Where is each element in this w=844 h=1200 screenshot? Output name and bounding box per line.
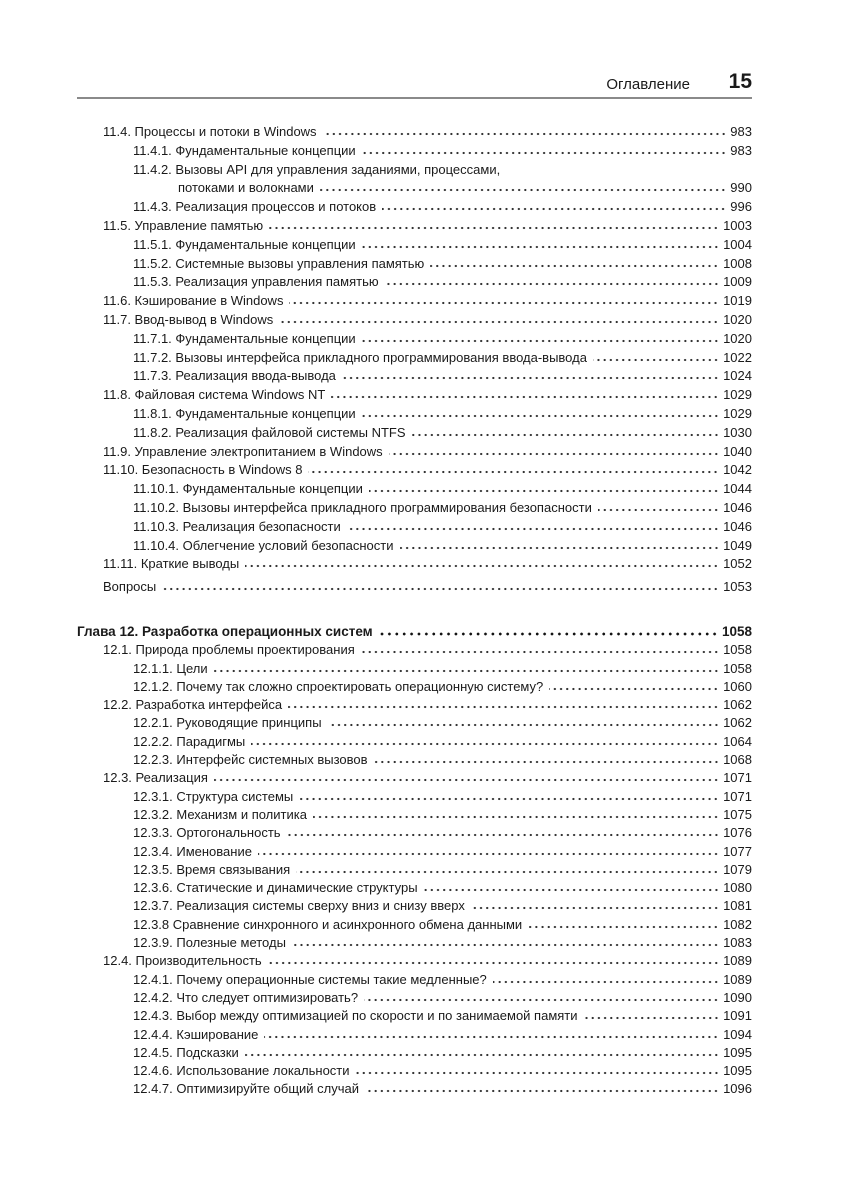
toc-entry-title: 12.4.4. Кэширование [133, 1026, 259, 1042]
toc-entry-page: 1080 [723, 880, 752, 896]
toc-entry-title: 11.10.1. Фундаментальные концепции [133, 481, 363, 497]
toc-entry-title: 11.7. Ввод-вывод в Windows [103, 311, 274, 327]
toc-entry-title: 11.10. Безопасность в Windows 8 [103, 462, 303, 478]
toc-entry-title: 12.3.4. Именование [133, 843, 252, 859]
toc-entry-title: Вопросы [103, 579, 157, 595]
toc-entry-title: 11.7.2. Вызовы интерфейса прикладного программирования ввода-вывода [133, 349, 587, 365]
toc-entry [77, 788, 752, 806]
dot-leader [362, 333, 719, 343]
toc-entry [77, 952, 752, 970]
toc-entry [77, 696, 752, 714]
dot-leader [362, 408, 719, 418]
dot-leader [400, 540, 720, 550]
toc-entry-title: 11.10.4. Облегчение условий безопасности [133, 537, 394, 553]
toc-entry [77, 499, 752, 518]
dot-leader [296, 864, 719, 874]
toc-entry [77, 824, 752, 842]
toc-entry-title: 12.3.5. Время связывания [133, 861, 291, 877]
toc-entry [77, 198, 752, 217]
dot-leader [584, 1010, 720, 1020]
toc-entry-page: 1029 [723, 387, 752, 403]
toc-entry-page: 1020 [723, 311, 752, 327]
toc-entry [77, 1080, 752, 1098]
toc-entry-title: 11.4.1. Фундаментальные концепции [133, 142, 356, 158]
dot-leader [320, 182, 726, 192]
toc-entry-title: 11.7.1. Фундаментальные концепции [133, 330, 356, 346]
toc-entry [77, 733, 752, 751]
toc-entry-title: 12.3.6. Статические и динамические структуры [133, 880, 418, 896]
dot-leader [162, 581, 719, 591]
toc-entry-page: 1068 [723, 752, 752, 768]
toc-entry [77, 367, 752, 386]
toc-entry [77, 678, 752, 696]
toc-entry [77, 714, 752, 732]
toc-entry [77, 311, 752, 330]
toc-entry-title: 12.2. Разработка интерфейса [103, 697, 283, 713]
dot-leader [264, 1029, 719, 1039]
toc-entry-page: 996 [730, 199, 752, 215]
toc-entry [77, 1062, 752, 1080]
toc-entry-title: 12.4.5. Подсказки [133, 1044, 239, 1060]
toc-entry-page: 1077 [723, 843, 752, 859]
toc-entry-page: 1029 [723, 405, 752, 421]
dot-leader [593, 352, 719, 362]
toc-entry-page: 1046 [723, 518, 752, 534]
toc-entry-title: 12.3.3. Ортогональность [133, 825, 281, 841]
toc-entry-page: 1020 [723, 330, 752, 346]
toc-entry-title: 12.4.1. Почему операционные системы такие медленные? [133, 971, 487, 987]
toc-entry-page: 1083 [723, 935, 752, 951]
toc-entry-page: 1071 [723, 770, 752, 786]
dot-leader [549, 681, 719, 691]
toc-entry [77, 405, 752, 424]
toc-entry-title: 12.3.8 Сравнение синхронного и асинхронного обмена данными [133, 916, 523, 932]
toc-entry-title: 12.3.2. Механизм и политика [133, 806, 307, 822]
toc-entry-title: 11.4. Процессы и потоки в Windows [103, 124, 317, 139]
toc-entry-page: 1003 [723, 217, 752, 233]
toc-entry [77, 386, 752, 405]
dot-leader [287, 827, 720, 837]
toc-entry-page: 1008 [723, 255, 752, 271]
dot-leader [214, 772, 719, 782]
toc-chapter-entry [77, 623, 752, 641]
toc-entry [77, 578, 752, 597]
dot-leader [362, 145, 727, 155]
toc-entry [77, 480, 752, 499]
toc-entry-title: 12.4.2. Что следует оптимизировать? [133, 989, 359, 1005]
toc-entry-title: 11.5.1. Фундаментальные концепции [133, 236, 356, 252]
toc-entry-page: 1058 [721, 624, 752, 639]
toc-entry [77, 292, 752, 311]
toc-entry [77, 555, 752, 574]
dot-leader [356, 1065, 720, 1075]
toc-entry [77, 424, 752, 443]
toc-entry [77, 1026, 752, 1044]
toc-entry-page: 1094 [723, 1026, 752, 1042]
toc-entry-title: 12.4.7. Оптимизируйте общий случай [133, 1081, 360, 1097]
toc-entry [77, 179, 752, 198]
dot-leader [214, 663, 719, 673]
toc-entry [77, 461, 752, 480]
dot-leader [365, 1083, 719, 1093]
toc-entry-page: 1022 [723, 349, 752, 365]
toc-entry-page: 1082 [723, 916, 752, 932]
dot-leader [430, 258, 719, 268]
toc-entry-title: 11.5. Управление памятью [103, 217, 264, 233]
toc-entry-page: 990 [730, 180, 752, 196]
toc-entry [77, 971, 752, 989]
toc-section-chapter-11 [77, 123, 752, 597]
toc-entry [77, 217, 752, 236]
toc-entry-page: 1064 [723, 733, 752, 749]
running-header [77, 68, 752, 99]
dot-leader [299, 791, 719, 801]
toc-entry [77, 1044, 752, 1062]
dot-leader [268, 955, 719, 965]
dot-leader [362, 239, 719, 249]
toc-entry-page: 1071 [723, 788, 752, 804]
toc-entry-title: 11.7.3. Реализация ввода-вывода [133, 368, 336, 384]
dot-leader [245, 558, 719, 568]
toc-entry [77, 123, 752, 142]
toc-entry-title: 12.3.7. Реализация системы сверху вниз и снизу вверх [133, 898, 465, 914]
toc-entry-page: 1091 [723, 1008, 752, 1024]
toc-entry [77, 1007, 752, 1025]
page-number: 15 [728, 70, 752, 93]
dot-leader [251, 736, 719, 746]
toc-entry-page: 1076 [723, 825, 752, 841]
toc-entry-title: 12.2.3. Интерфейс системных вызовов [133, 752, 368, 768]
toc-entry [77, 236, 752, 255]
toc-entry-page: 1058 [723, 660, 752, 676]
toc-entry [77, 861, 752, 879]
dot-leader [347, 521, 719, 531]
toc-entry-page: 1040 [723, 443, 752, 459]
toc-entry-title: 12.3. Реализация [103, 770, 208, 786]
toc-entry [77, 255, 752, 274]
dot-leader [364, 992, 719, 1002]
toc-entry-page: 1024 [723, 368, 752, 384]
toc-entry [77, 330, 752, 349]
toc-entry-title: 11.6. Кэширование в Windows [103, 293, 284, 309]
toc-entry-title: 11.9. Управление электропитанием в Windows [103, 443, 383, 459]
toc-entry-title: 11.8.2. Реализация файловой системы NTFS [133, 424, 406, 440]
dot-leader [369, 483, 719, 493]
toc-entry-page: 983 [730, 124, 752, 139]
toc-entry-title: 12.4.6. Использование локальности [133, 1063, 350, 1079]
toc-entry-title: 12.1.1. Цели [133, 660, 208, 676]
header-title: Оглавление [606, 76, 690, 93]
dot-leader [528, 919, 719, 929]
dot-leader [313, 809, 719, 819]
toc-entry-page: 1052 [723, 556, 752, 572]
toc-entry [77, 843, 752, 861]
dot-leader [342, 370, 719, 380]
toc-entry [77, 934, 752, 952]
toc-entry-title: 11.10.2. Вызовы интерфейса прикладного программирования безопасности [133, 499, 592, 515]
toc-entry-page: 1089 [723, 953, 752, 969]
toc-entry-page: 1004 [723, 236, 752, 252]
toc-entry-page: 1062 [723, 715, 752, 731]
toc-section-chapter-12 [77, 623, 752, 1099]
dot-leader [279, 314, 719, 324]
dot-leader [289, 295, 719, 305]
dot-leader [379, 626, 718, 636]
toc-entry-title: 11.5.3. Реализация управления памятью [133, 274, 379, 290]
dot-leader [598, 502, 719, 512]
toc-entry-page: 1046 [723, 499, 752, 515]
toc-entry-title: 11.10.3. Реализация безопасности [133, 518, 341, 534]
dot-leader [361, 644, 719, 654]
toc-entry-page: 1053 [723, 579, 752, 595]
toc-entry [77, 349, 752, 368]
toc-entry [77, 660, 752, 678]
toc-entry-page: 1081 [723, 898, 752, 914]
toc-entry [77, 879, 752, 897]
toc-entry [77, 142, 752, 161]
toc-entry-title: 11.5.2. Системные вызовы управления памятью [133, 255, 425, 271]
toc-entry-title: 11.8. Файловая система Windows NT [103, 387, 326, 403]
dot-leader [374, 754, 720, 764]
toc-entry-title: 12.3.1. Структура системы [133, 788, 294, 804]
toc-entry-page: 1095 [723, 1044, 752, 1060]
toc-entry-title: 11.11. Краткие выводы [103, 556, 240, 572]
toc-entry-title: 11.4.3. Реализация процессов и потоков [133, 199, 377, 215]
toc-entry [77, 751, 752, 769]
toc-entry-page: 1095 [723, 1063, 752, 1079]
toc-entry [77, 161, 752, 180]
dot-leader [385, 276, 719, 286]
dot-leader [323, 126, 727, 136]
toc-entry-page: 1079 [723, 861, 752, 877]
toc-entry [77, 806, 752, 824]
dot-leader [471, 900, 719, 910]
toc-entry-title: 12.2.1. Руководящие принципы [133, 715, 322, 731]
dot-leader [258, 846, 719, 856]
toc-entry-page: 1049 [723, 537, 752, 553]
toc-entry-title: 12.4.3. Выбор между оптимизацией по скорости и по занимаемой памяти [133, 1008, 578, 1024]
dot-leader [269, 220, 719, 230]
toc-entry-page: 1030 [723, 424, 752, 440]
dot-leader [288, 699, 719, 709]
toc-entry-title: 12.1. Природа проблемы проектирования [103, 642, 355, 658]
dot-leader [308, 464, 719, 474]
toc-entry-page: 1062 [723, 697, 752, 713]
toc-entry-title: Глава 12. Разработка операционных систем [77, 624, 373, 639]
toc-entry-page: 1096 [723, 1081, 752, 1097]
dot-leader [331, 389, 719, 399]
toc-entry-page: 1090 [723, 989, 752, 1005]
toc-entry [77, 989, 752, 1007]
toc-entry [77, 916, 752, 934]
toc-entry-page: 1060 [723, 678, 752, 694]
toc-entry-title: потоками и волокнами [178, 180, 314, 196]
toc-entry [77, 897, 752, 915]
dot-leader [292, 937, 719, 947]
toc-entry-page: 1019 [723, 293, 752, 309]
toc-entry-title: 12.1.2. Почему так сложно спроектировать операционную систему? [133, 678, 544, 694]
dot-leader [424, 882, 720, 892]
dot-leader [493, 974, 719, 984]
toc-entry-title: 11.4.2. Вызовы API для управления заданиями, процессами, [133, 161, 501, 177]
toc-entry [77, 518, 752, 537]
toc-entry-page: 1042 [723, 462, 752, 478]
toc-entry [77, 537, 752, 556]
toc-entry-title: 12.3.9. Полезные методы [133, 935, 286, 951]
toc-entry-page: 1044 [723, 481, 752, 497]
toc-entry [77, 273, 752, 292]
toc-entry-title: 11.8.1. Фундаментальные концепции [133, 405, 356, 421]
toc-entry-page: 983 [730, 142, 752, 158]
toc-entry [77, 769, 752, 787]
dot-leader [382, 201, 726, 211]
toc-entry-title: 12.4. Производительность [103, 953, 262, 969]
toc-entry-page: 1075 [723, 806, 752, 822]
dot-leader [412, 427, 720, 437]
toc-entry-page: 1009 [723, 274, 752, 290]
toc-entry-title: 12.2.2. Парадигмы [133, 733, 246, 749]
dot-leader [328, 717, 720, 727]
toc-entry [77, 641, 752, 659]
toc-entry [77, 443, 752, 462]
toc-entry-page: 1058 [723, 642, 752, 658]
dot-leader [245, 1047, 719, 1057]
toc-entry-page: 1089 [723, 971, 752, 987]
dot-leader [389, 446, 719, 456]
